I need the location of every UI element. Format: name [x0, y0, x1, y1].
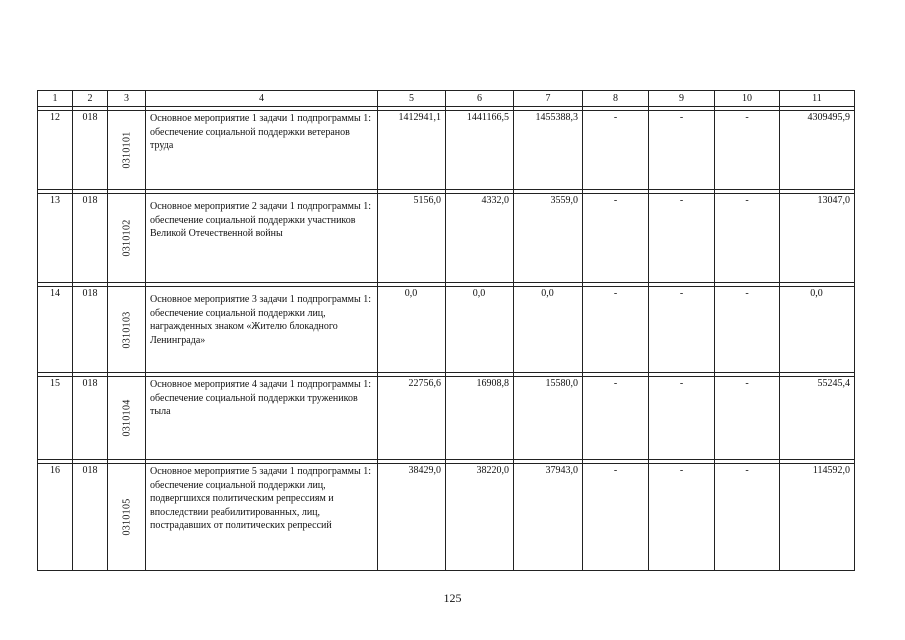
value-col-9: -: [649, 194, 715, 283]
value-col-5: 1412941,1: [378, 111, 446, 190]
value-col-8: -: [583, 464, 649, 571]
header-cell-6: 6: [446, 91, 514, 107]
budget-table: [37, 90, 855, 571]
org-code: 018: [73, 464, 108, 571]
org-code: 018: [73, 194, 108, 283]
value-col-5: 38429,0: [378, 464, 446, 571]
value-col-11: 114592,0: [780, 464, 855, 571]
table-row: [38, 194, 855, 283]
program-code: 0310103: [121, 310, 132, 349]
value-col-11: 4309495,9: [780, 111, 855, 190]
value-col-11: 0,0: [780, 287, 855, 373]
org-code: 018: [73, 111, 108, 190]
program-code-cell: [108, 194, 146, 283]
header-cell-9: 9: [649, 91, 715, 107]
value-col-10: -: [715, 377, 780, 460]
value-col-9: -: [649, 377, 715, 460]
measure-description: Основное мероприятие 1 задачи 1 подпрограммы 1: обеспечение социальной поддержки ветеранов труда: [146, 111, 378, 190]
org-code: 018: [73, 377, 108, 460]
value-col-6: 1441166,5: [446, 111, 514, 190]
measure-description: Основное мероприятие 3 задачи 1 подпрограммы 1: обеспечение социальной поддержки лиц, награжденных знаком «Жителю блокадного Ленинграда»: [146, 287, 378, 373]
value-col-11: 55245,4: [780, 377, 855, 460]
measure-description: Основное мероприятие 4 задачи 1 подпрограммы 1: обеспечение социальной поддержки тружеников тыла: [146, 377, 378, 460]
program-code-cell: [108, 287, 146, 373]
header-cell-4: 4: [146, 91, 378, 107]
header-cell-7: 7: [514, 91, 583, 107]
value-col-11: 13047,0: [780, 194, 855, 283]
value-col-10: -: [715, 111, 780, 190]
value-col-8: -: [583, 194, 649, 283]
row-number: 15: [38, 377, 73, 460]
value-col-5: 5156,0: [378, 194, 446, 283]
value-col-8: -: [583, 287, 649, 373]
value-col-9: -: [649, 111, 715, 190]
row-number: 14: [38, 287, 73, 373]
value-col-9: -: [649, 287, 715, 373]
program-code: 0310102: [121, 219, 132, 257]
page-number: 125: [443, 591, 462, 605]
value-col-6: 38220,0: [446, 464, 514, 571]
measure-description: Основное мероприятие 2 задачи 1 подпрограммы 1: обеспечение социальной поддержки участников Великой Отечественной войны: [146, 194, 378, 283]
value-col-6: 4332,0: [446, 194, 514, 283]
value-col-6: 0,0: [446, 287, 514, 373]
value-col-6: 16908,8: [446, 377, 514, 460]
header-cell-10: 10: [715, 91, 780, 107]
header-cell-3: 3: [108, 91, 146, 107]
org-code: 018: [73, 287, 108, 373]
value-col-10: -: [715, 194, 780, 283]
value-col-7: 1455388,3: [514, 111, 583, 190]
value-col-10: -: [715, 287, 780, 373]
table-row: [38, 111, 855, 190]
value-col-7: 15580,0: [514, 377, 583, 460]
program-code-cell: [108, 111, 146, 190]
header-cell-11: 11: [780, 91, 855, 107]
value-col-8: -: [583, 111, 649, 190]
row-number: 12: [38, 111, 73, 190]
header-cell-1: 1: [38, 91, 73, 107]
table-row: [38, 464, 855, 571]
value-col-8: -: [583, 377, 649, 460]
row-number: 16: [38, 464, 73, 571]
value-col-10: -: [715, 464, 780, 571]
header-cell-8: 8: [583, 91, 649, 107]
value-col-7: 3559,0: [514, 194, 583, 283]
program-code-cell: [108, 377, 146, 460]
measure-description: Основное мероприятие 5 задачи 1 подпрограммы 1: обеспечение социальной поддержки лиц, подвергшихся политическим репрессиям и впоследствии реабилитированных, лиц, пострадавших от политических репрессий: [146, 464, 378, 571]
program-code: 0310105: [121, 498, 132, 536]
value-col-7: 0,0: [514, 287, 583, 373]
header-cell-5: 5: [378, 91, 446, 107]
row-number: 13: [38, 194, 73, 283]
program-code: 0310104: [121, 399, 132, 437]
program-code: 0310101: [121, 131, 132, 169]
table-row: [38, 287, 855, 373]
value-col-9: -: [649, 464, 715, 571]
header-row: [38, 91, 855, 107]
value-col-5: 22756,6: [378, 377, 446, 460]
value-col-7: 37943,0: [514, 464, 583, 571]
value-col-5: 0,0: [378, 287, 446, 373]
table-row: [38, 377, 855, 460]
program-code-cell: [108, 464, 146, 571]
header-cell-2: 2: [73, 91, 108, 107]
